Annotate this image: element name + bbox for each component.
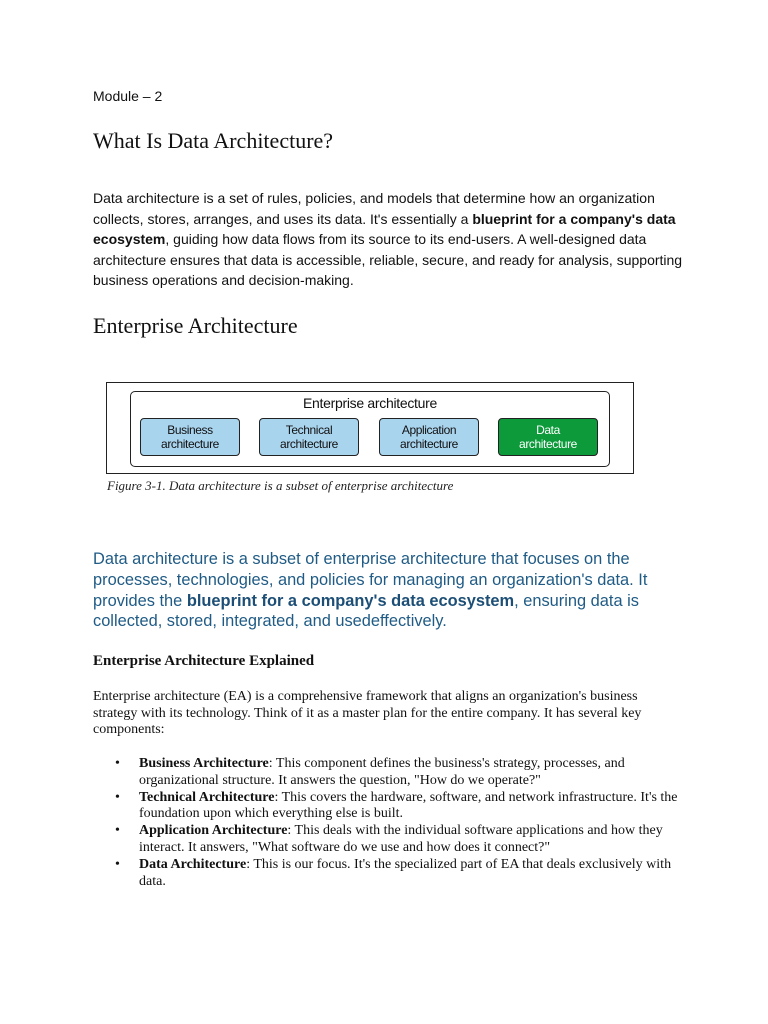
intro-bold-phrase: blueprint for a company's data ecosystem (93, 210, 676, 248)
bullet-icon: • (115, 789, 120, 805)
components-list (93, 756, 683, 890)
highlight-text-start: Data architecture is a subset of enterprise architecture that focuses on the processes, technologies, and policies for managing an organization's data. It provides the (93, 550, 648, 610)
highlight-paragraph (93, 549, 683, 632)
highlight-bold-phrase: blueprint for a company's data ecosystem (186, 591, 515, 610)
intro-text-end: , guiding how data flows from its source to its end-users. A well-designed data architecture ensures that data is accessible, reliable, secure, and ready for analysis, supporting business operations and decision-making. (93, 231, 683, 289)
list-item-text: : This deals with the individual software applications and how they interact. It answers, "What software do we use and how does it connect?" (139, 823, 663, 855)
application-architecture-box (379, 418, 479, 456)
list-item (93, 823, 683, 857)
box-label-line1: Business (167, 423, 213, 437)
list-item (93, 756, 683, 790)
section-title: Enterprise Architecture (93, 313, 298, 338)
intro-text-start: Data architecture is a set of rules, policies, and models that determine how an organization collects, stores, arranges, and uses its data. It's essentially a (93, 190, 655, 227)
box-label-line1: Application (401, 423, 457, 437)
list-item-text: : This is our focus. It's the specialized part of EA that deals exclusively with data. (139, 856, 672, 889)
business-architecture-box (140, 418, 240, 456)
list-item-term: Technical Architecture (139, 789, 275, 805)
bullet-icon: • (115, 856, 120, 872)
intro-paragraph (93, 188, 683, 291)
list-item-term: Business Architecture (139, 756, 269, 771)
explained-paragraph: Enterprise architecture (EA) is a comprehensive framework that aligns an organization's business strategy with its technology. Think of it as a master plan for the entire company. It has several key components: (93, 689, 642, 737)
bullet-icon: • (115, 823, 120, 839)
list-item-text: : This covers the hardware, software, and network infrastructure. It's the foundation upon which everything else is built. (139, 789, 678, 822)
page-title: What Is Data Architecture? (93, 128, 334, 153)
list-item (93, 857, 683, 891)
list-item-term: Application Architecture (139, 823, 288, 839)
module-label: Module – 2 (93, 88, 163, 104)
figure-caption: Figure 3-1. Data architecture is a subset of enterprise architecture (107, 478, 454, 493)
highlight-text-end: , ensuring data is collected, stored, integrated, and usedeffectively. (93, 591, 639, 631)
box-label-line2: architecture (400, 437, 458, 451)
explained-heading: Enterprise Architecture Explained (93, 653, 315, 669)
technical-architecture-box (259, 418, 359, 456)
box-label-line1: Technical (285, 423, 333, 437)
enterprise-architecture-box (130, 391, 610, 467)
enterprise-architecture-figure (106, 382, 634, 474)
box-label-line2: architecture (280, 437, 338, 451)
box-label-line2: architecture (161, 437, 219, 451)
list-item-text: : This component defines the business's strategy, processes, and organizational structure. It answers the question, "How do we operate?" (139, 756, 625, 788)
list-item (93, 790, 683, 824)
list-item-term: Data Architecture (139, 856, 247, 872)
enterprise-architecture-title: Enterprise architecture (303, 395, 437, 411)
box-label-line2: architecture (519, 437, 577, 451)
bullet-icon: • (115, 756, 120, 771)
box-label-line1: Data (536, 423, 560, 437)
data-architecture-box (498, 418, 598, 456)
